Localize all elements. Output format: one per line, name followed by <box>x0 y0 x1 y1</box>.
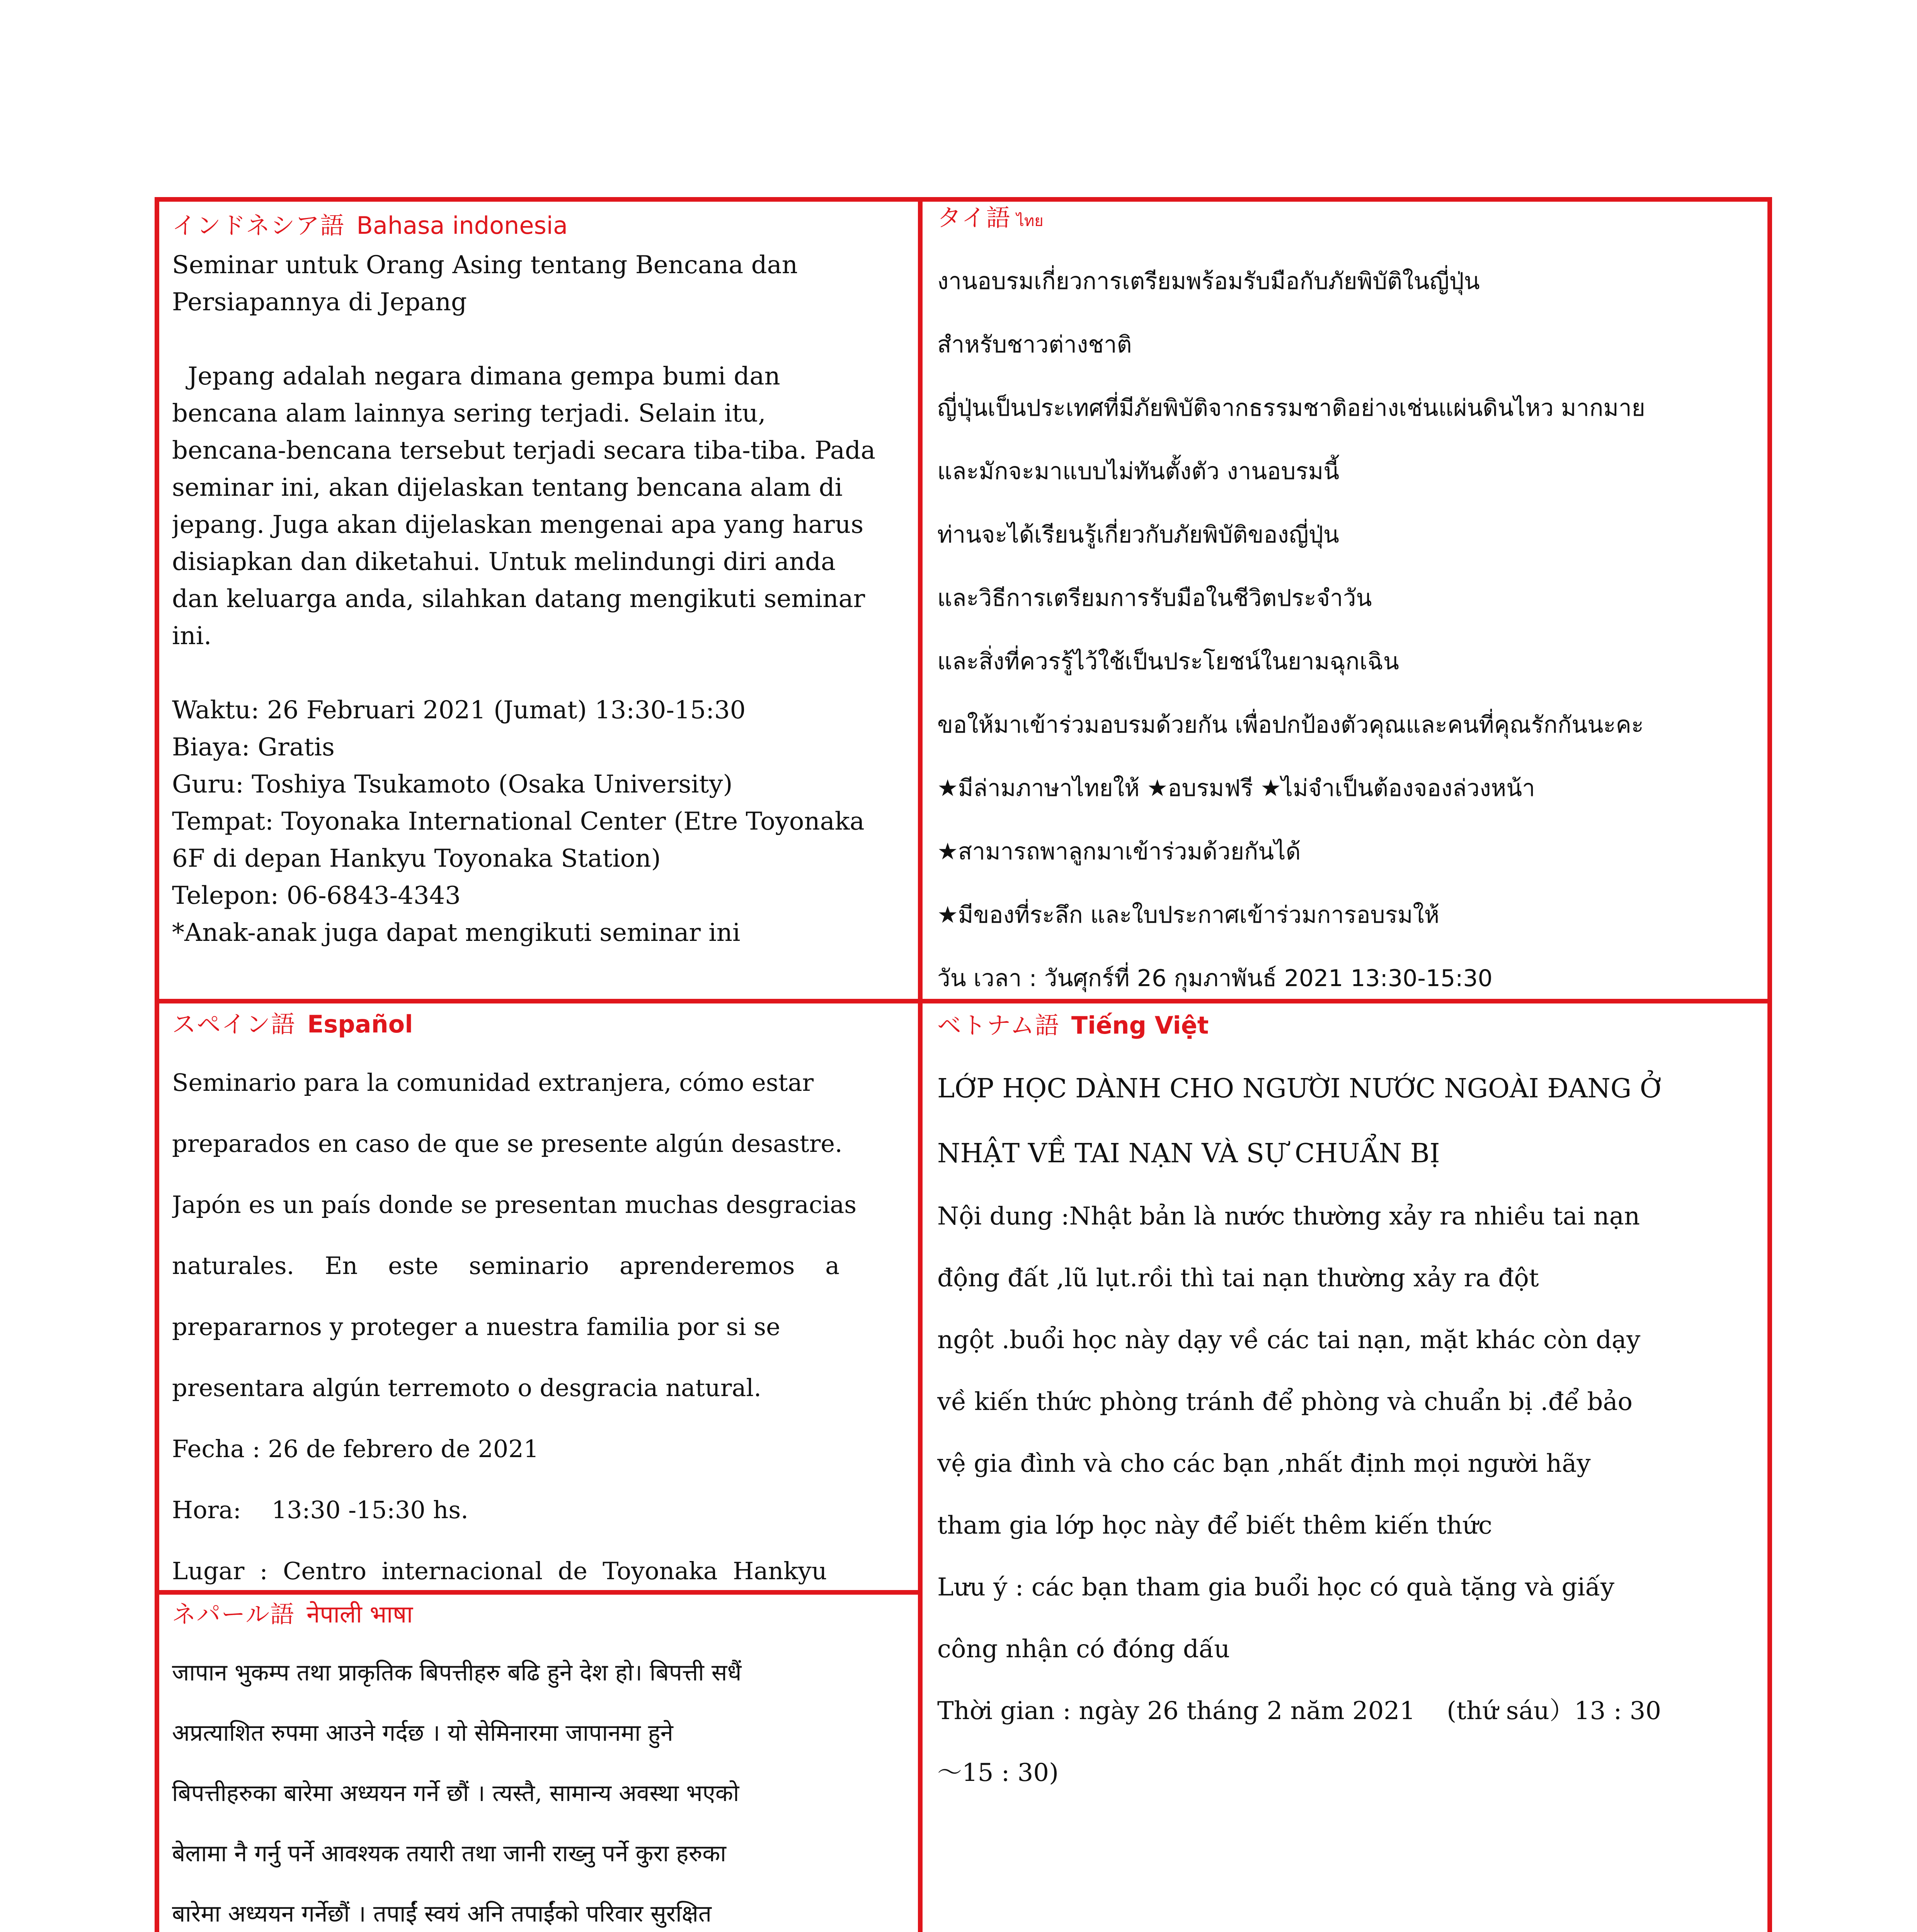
grid-divider-vertical <box>918 197 923 1932</box>
heading-thai: タイ語 ไทย <box>937 204 1044 232</box>
cell-thai <box>937 201 1760 993</box>
body-indonesian: Seminar untuk Orang Asing tentang Bencana dan Persiapannya di Jepang Jepang adalah negara dimana gempa bumi dan bencana alam lainnya sering terjadi. Selain itu, bencana-bencana tersebut terjadi secara tiba-tiba. Pada seminar ini, akan dijelaskan tentang bencana alam di jepang. Juga akan dijelaskan mengenai apa yang harus disiapkan dan diketahui. Untuk melindungi diri anda dan keluarga anda, silahkan datang mengikuti seminar ini. Waktu: 26 Februari 2021 (Jumat) 13:30-15:30 Biaya: Gratis Guru: Toshiya Tsukamoto (Osaka University) Tempat: Toyonaka International Center (Etre Toyonaka 6F di depan Hankyu Toyonaka Station) Telepon: 06-6843-4343 *Anak-anak juga dapat mengikuti seminar ini <box>172 251 876 947</box>
body-nepali: जापान भुकम्प तथा प्राकृतिक बिपत्तीहरु बढि हुने देश हो। बिपत्ती सधैं अप्रत्याशित रुपमा आउने गर्दछ । यो सेमिनारमा जापानमा हुने बिपत्तीहरुका बारेमा अध्ययन गर्ने छौं । त्यस्तै, सामान्य अवस्था भएको बेलामा नै गर्नु पर्ने आवश्यक तयारी तथा जानी राख्नु पर्ने कुरा हरुका बारेमा अध्ययन गर्नेछौं । तपाईं स्वयं अनि तपाईंको परिवार सुरक्षित <box>172 1659 742 1927</box>
heading-indonesian: インドネシア語 Bahasa indonesia <box>172 211 568 240</box>
grid-divider-horizontal-top <box>155 999 1772 1003</box>
cell-indonesian <box>172 209 906 993</box>
body-thai: งานอบรมเกี่ยวการเตรียมพร้อมรับมือกับภัยพิบัติในญี่ปุ่น สำหรับชาวต่างชาติ ญี่ปุ่นเป็นประเทศที่มีภัยพิบัติจากธรรมชาติอย่างเช่นแผ่นดินไหว มากมาย และมักจะมาแบบไม่ทันตั้งตัว งานอบรมนี้ ท่านจะได้เรียนรู้เกี่ยวกับภัยพิบัติของญี่ปุ่น และวิธีการเตรียมการรับมือในชีวิตประจำวัน และสิ่งที่ควรรู้ไว้ใช้เป็นประโยชน์ในยามฉุกเฉิน ขอให้มาเข้าร่วมอบรมด้วยกัน เพื่อปกป้องตัวคุณและคนที่คุณรักกันนะคะ ★มีล่ามภาษาไทยให้ ★อบรมฟรี ★ไม่จำเป็นต้องจองล่วงหน้า ★สามารถพาลูกมาเข้าร่วมด้วยกันได้ ★มีของที่ระลึก และใบประกาศเข้าร่วมการอบรมให้ วัน เวลา : วันศุกร์ที่ 26 กุมภาพันธ์ 2021 13:30-15:30 <box>937 268 1645 992</box>
grid-divider-horizontal-left <box>155 1590 923 1595</box>
heading-spanish: スペイン語 Español <box>172 1010 413 1038</box>
body-spanish: Seminario para la comunidad extranjera, cómo estar preparados en caso de que se presente algún desastre. Japón es un país donde se presentan muchas desgracias naturales. En este seminario aprenderemos a prepararnos y proteger a nuestra familia por si se presentara algún terremoto o desgracia natural. Fecha : 26 de febrero de 2021 Hora: 13:30 -15:30 hs. Lugar : Centro internacional de Toyonaka Hankyu <box>172 1068 857 1585</box>
cell-vietnamese <box>937 1009 1760 1793</box>
heading-nepali: ネパール語 नेपाली भाषा <box>172 1600 413 1628</box>
heading-vietnamese: ベトナム語 Tiếng Việt <box>937 1011 1209 1039</box>
body-vietnamese: LỚP HỌC DÀNH CHO NGƯỜI NƯỚC NGOÀI ĐANG Ở NHẬT VỀ TAI NẠN VÀ SỰ CHUẨN BỊ Nội dung :Nhật bản là nước thường xảy ra nhiều tai nạn động đất ,lũ lụt.rồi thì tai nạn thường xảy ra đột ngột .buổi học này dạy về các tai nạn, mặt khác còn dạy về kiến thức phòng tránh để phòng và chuẩn bị .để bảo vệ gia đình và cho các bạn ,nhất định mọi người hãy tham gia lớp học này để biết thêm kiến thức Lưu ý : các bạn tham gia buổi học có quà tặng và giấy công nhận có đóng dấu Thời gian : ngày 26 tháng 2 năm 2021 (thứ sáu）13 : 30 ～15 : 30) <box>937 1073 1662 1787</box>
cell-nepali <box>172 1598 906 1932</box>
cell-spanish <box>172 1009 906 1588</box>
